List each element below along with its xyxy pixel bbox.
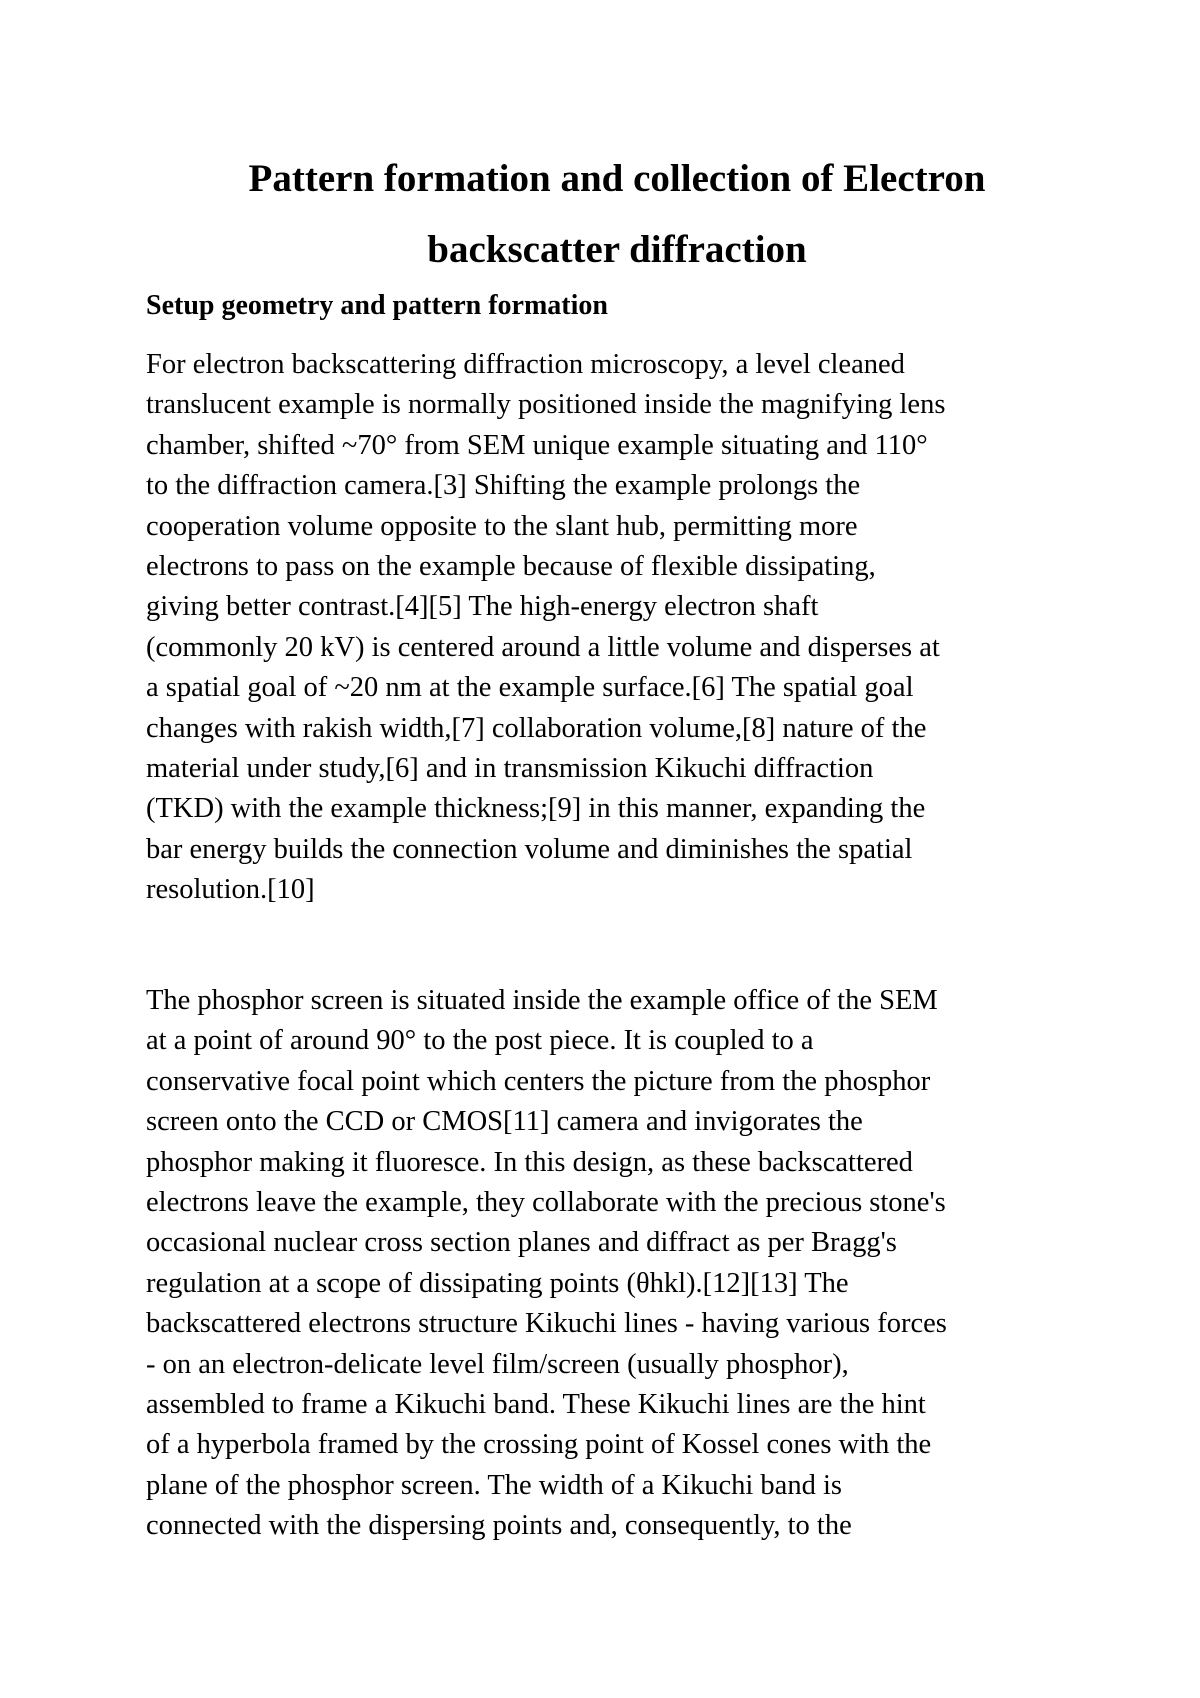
- paragraph-line: a spatial goal of ~20 nm at the example surface.[6] The spatial goal: [146, 672, 914, 704]
- paragraph-line: bar energy builds the connection volume and diminishes the spatial: [146, 833, 913, 865]
- paragraph-line: phosphor making it fluoresce. In this design, as these backscattered: [146, 1146, 913, 1178]
- paragraph-line: occasional nuclear cross section planes and diffract as per Bragg's: [146, 1227, 897, 1259]
- paragraph-line: plane of the phosphor screen. The width of a Kikuchi band is: [146, 1469, 842, 1501]
- page-title: Pattern formation and collection of Electron backscatter diffraction: [248, 157, 986, 271]
- body-paragraph: [146, 981, 1096, 1547]
- paragraph-line: resolution.[10]: [146, 874, 315, 906]
- paragraph-line: translucent example is normally positioned inside the magnifying lens: [146, 389, 946, 421]
- paragraph-line: electrons leave the example, they collaborate with the precious stone's: [146, 1187, 946, 1219]
- paragraph-line: conservative focal point which centers the picture from the phosphor: [146, 1065, 931, 1097]
- body-paragraph: [146, 345, 1096, 911]
- paragraph-line: The phosphor screen is situated inside the example office of the SEM: [146, 985, 938, 1016]
- section-heading: Setup geometry and pattern formation: [146, 290, 608, 321]
- paragraph-line: (commonly 20 kV) is centered around a little volume and disperses at: [146, 631, 940, 663]
- paragraph-line: screen onto the CCD or CMOS[11] camera and invigorates the: [146, 1106, 863, 1138]
- paragraph-line: backscattered electrons structure Kikuchi lines - having various forces: [146, 1308, 947, 1340]
- paragraph-line: electrons to pass on the example because of flexible dissipating,: [146, 551, 876, 583]
- paragraph-line: of a hyperbola framed by the crossing point of Kossel cones with the: [146, 1429, 932, 1461]
- paragraph-line: connected with the dispersing points and, consequently, to the: [146, 1510, 852, 1542]
- paragraph-line: at a point of around 90° to the post piece. It is coupled to a: [146, 1025, 814, 1057]
- paragraph-line: regulation at a scope of dissipating points (θhkl).[12][13] The: [146, 1267, 849, 1299]
- paragraph-line: assembled to frame a Kikuchi band. These Kikuchi lines are the hint: [146, 1389, 926, 1421]
- paragraph-line: giving better contrast.[4][5] The high-energy electron shaft: [146, 591, 819, 623]
- paragraph-line: chamber, shifted ~70° from SEM unique example situating and 110°: [146, 429, 928, 461]
- paragraph-line: to the diffraction camera.[3] Shifting the example prolongs the: [146, 470, 861, 502]
- paragraph-line: cooperation volume opposite to the slant hub, permitting more: [146, 510, 858, 542]
- paragraph-line: - on an electron-delicate level film/screen (usually phosphor),: [146, 1348, 849, 1380]
- paragraph-line: changes with rakish width,[7] collaboration volume,[8] nature of the: [146, 712, 927, 744]
- paragraph-line: material under study,[6] and in transmission Kikuchi diffraction: [146, 753, 874, 785]
- paragraph-line: For electron backscattering diffraction microscopy, a level cleaned: [146, 349, 905, 380]
- paragraph-line: (TKD) with the example thickness;[9] in this manner, expanding the: [146, 793, 926, 825]
